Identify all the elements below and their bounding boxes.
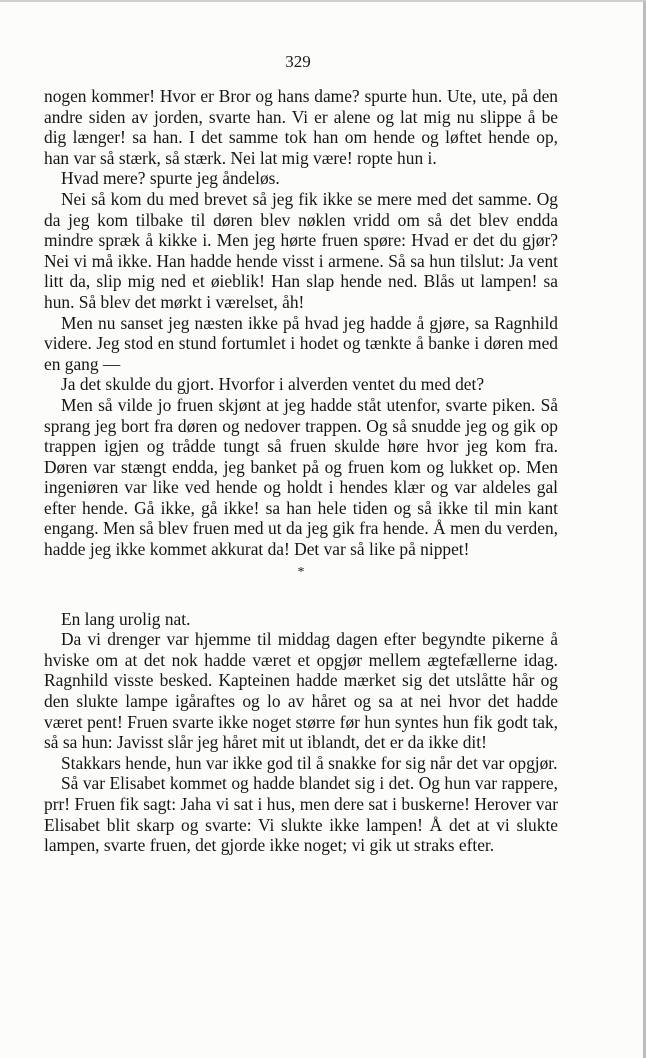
page-number: 329 xyxy=(285,52,311,71)
paragraph: Men nu sanset jeg næsten ikke på hvad jeg hadde å gjøre, sa Ragnhild videre. Jeg stod en stund fortumlet i hodet og tænkte å banke i døren med en gang — xyxy=(44,312,558,374)
paragraph: Nei så kom du med brevet så jeg fik ikke se mere med det samme. Og da jeg kom tilbake til døren blev nøklen vridd om så det blev endda mindre spræk å kikke i. Men jeg hørte fruen spøre: Hvad er det du gjør? Nei vi må ikke. Han hadde hende visst i armene. Så sa hun tilslut: Ja vent litt da, slip mig ned et øieblik! Han slap hende ned. Blås ut lampen! sa hun. Så blev det mørkt i værelset, åh! xyxy=(44,188,558,312)
paragraph: Da vi drenger var hjemme til middag dagen efter begyndte pikerne å hviske om at det nok hadde været et opgjør mellem ægtefællerne idag. Ragnhild visste besked. Kapteinen hadde mærket sig det utslåtte hår og den slukte lampe igåraftes og lo av håret og sa at nei hvor det hadde været pent! Fruen svarte ikke noget større før hun syntes hun fik godt tak, så sa hun: Javisst slår jeg håret mit ut iblandt, det er da ikke dit! xyxy=(44,629,558,753)
paragraph: Hvad mere? spurte jeg åndeløs. xyxy=(61,168,280,189)
section-break: * xyxy=(297,564,305,580)
paragraph: En lang urolig nat. xyxy=(61,608,191,629)
paragraph: Så var Elisabet kommet og hadde blandet sig i det. Og hun var rappere, prr! Fruen fik sagt: Jaha vi sat i hus, men dere sat i buskerne! Herover var Elisabet blit skarp og svarte: Vi slukte ikke lampen! Å det at vi slukte lampen, svarte fruen, det gjorde ikke noget; vi gik ut straks efter. xyxy=(44,773,558,856)
paragraph: Men så vilde jo fruen skjønt at jeg hadde ståt utenfor, svarte piken. Så sprang jeg bort fra døren og nedover trappen. Og så snudde jeg og gik op trappen igjen og trådde tungt så fruen skulde høre hvor jeg kom fra. Døren var stængt endda, jeg banket på og fruen kom og lukket op. Men ingeniøren var like ved hende og holdt i hendes klær og var aldeles gal efter hende. Gå ikke, gå ikke! sa han hele tiden og så ikke til min kant engang. Men så blev fruen med ut da jeg gik fra hende. Å men du verden, hadde jeg ikke kommet akkurat da! Det var så like på nippet! xyxy=(44,394,558,560)
paragraph: nogen kommer! Hvor er Bror og hans dame? spurte hun. Ute, ute, på den andre siden av jorden, svarte han. Vi er alene og lat mig nu slippe å be dig længer! sa han. I det samme tok han om hende og løftet hende op, han var så stærk, så stærk. Nei lat mig være! ropte hun i. xyxy=(44,86,558,168)
paragraph: Stakkars hende, hun var ikke god til å snakke for sig når det var opgjør. xyxy=(61,752,558,773)
paragraph: Ja det skulde du gjort. Hvorfor i alverden ventet du med det? xyxy=(61,374,485,395)
body-text xyxy=(44,86,558,856)
